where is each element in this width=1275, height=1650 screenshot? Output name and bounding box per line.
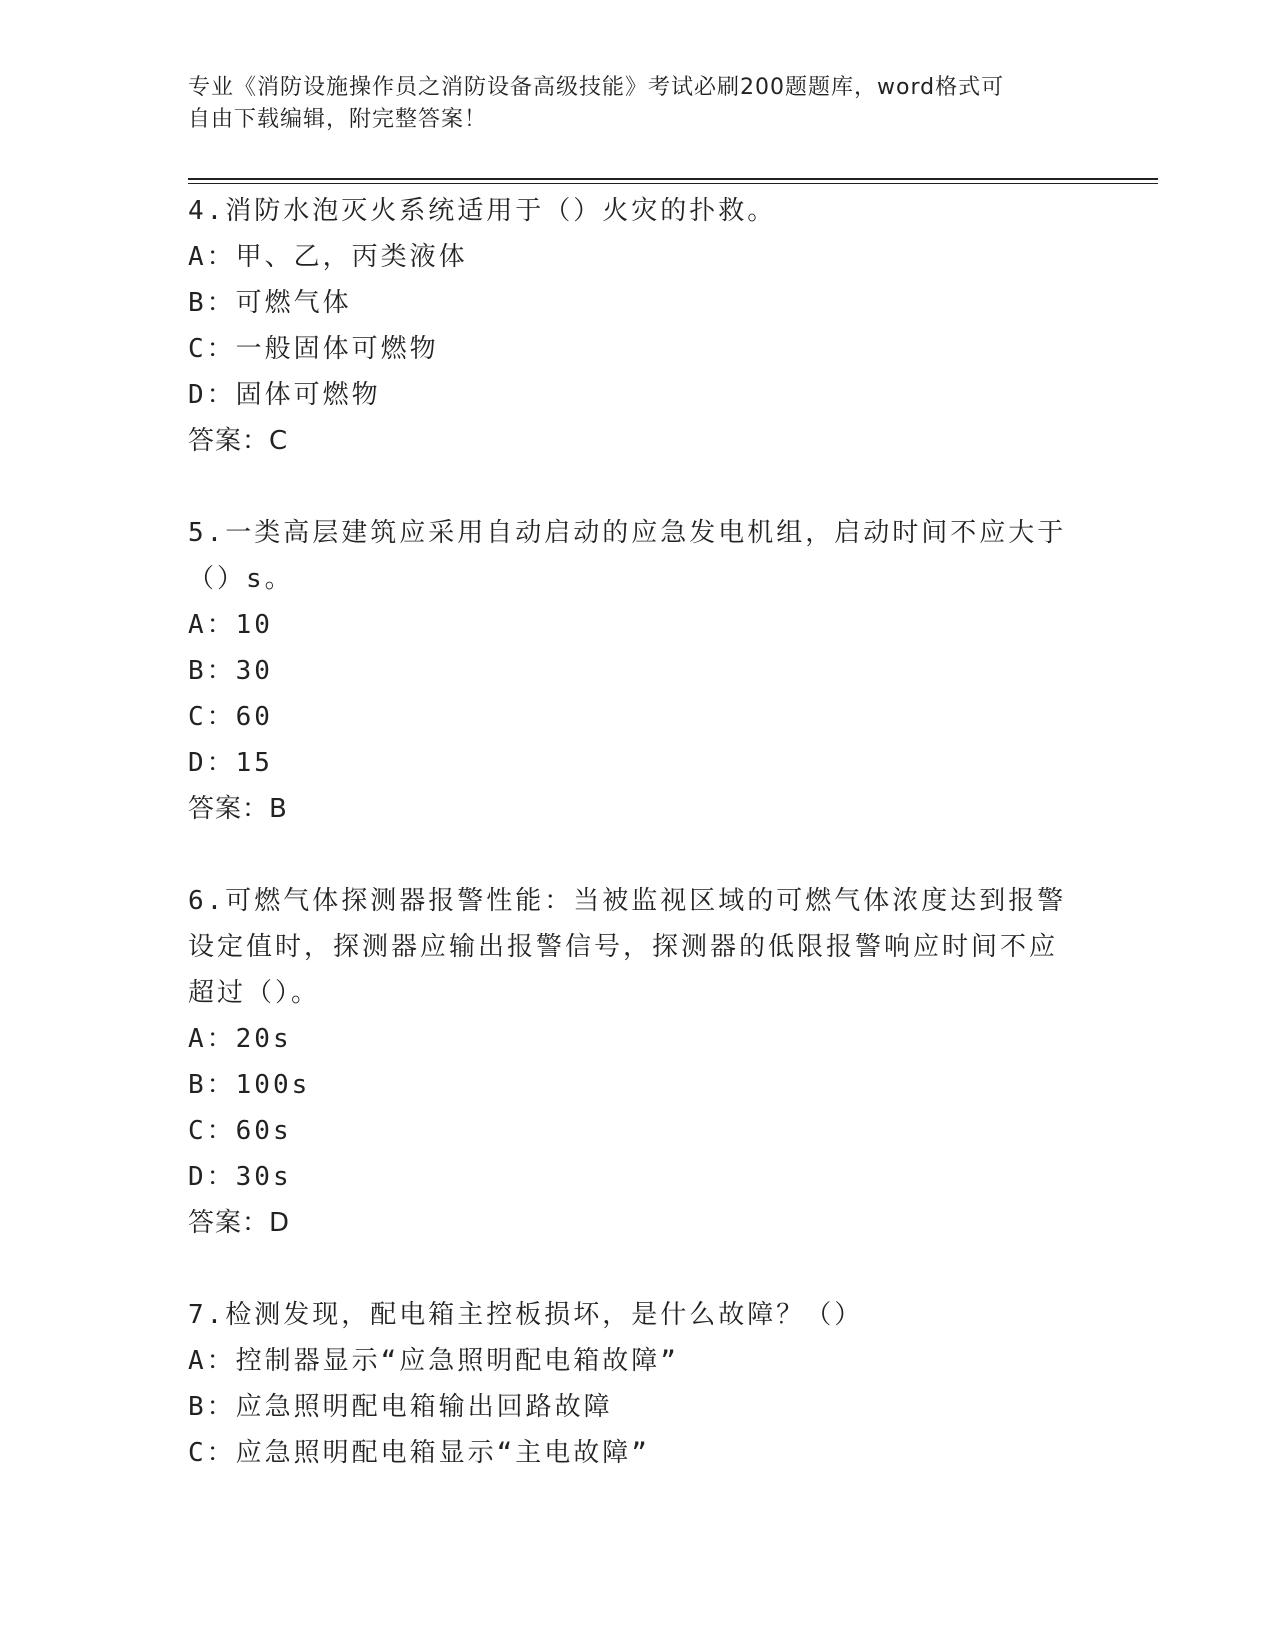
question-list xyxy=(188,188,1068,1522)
question-text: 4.消防水泡灭火系统适用于（）火灾的扑救。 xyxy=(188,196,777,226)
option-d: D：固体可燃物 xyxy=(188,380,381,410)
header-line-1: 专业《消防设施操作员之消防设备高级技能》考试必刷200题题库，word格式可 xyxy=(188,75,1005,100)
document-header xyxy=(188,72,1068,136)
question-5 xyxy=(188,510,1068,832)
option-c: C：应急照明配电箱显示“主电故障” xyxy=(188,1438,650,1468)
option-a: A：控制器显示“应急照明配电箱故障” xyxy=(188,1346,679,1376)
option-b: B：30 xyxy=(188,656,273,686)
option-b: B：可燃气体 xyxy=(188,288,352,318)
option-a: A：甲、乙，丙类液体 xyxy=(188,242,468,272)
question-6 xyxy=(188,878,1068,1246)
option-b: B：100s xyxy=(188,1070,311,1100)
option-d: D：30s xyxy=(188,1162,292,1192)
header-rule-thick xyxy=(188,178,1158,180)
option-a: A：20s xyxy=(188,1024,292,1054)
option-d: D：15 xyxy=(188,748,273,778)
question-7 xyxy=(188,1292,1068,1476)
header-rule-thin xyxy=(188,183,1158,184)
option-c: C：一般固体可燃物 xyxy=(188,334,439,364)
option-a: A：10 xyxy=(188,610,273,640)
question-text: 5.一类高层建筑应采用自动启动的应急发电机组，启动时间不应大于（）s。 xyxy=(188,518,1067,594)
question-text: 6.可燃气体探测器报警性能：当被监视区域的可燃气体浓度达到报警设定值时，探测器应输出报警信号，探测器的低限报警响应时间不应超过（）。 xyxy=(188,886,1067,1008)
header-line-2: 自由下载编辑，附完整答案！ xyxy=(188,107,488,132)
option-c: C：60 xyxy=(188,702,273,732)
answer-label: 答案：D xyxy=(188,1208,291,1238)
answer-label: 答案：C xyxy=(188,426,289,456)
question-text: 7.检测发现，配电箱主控板损坏，是什么故障？（） xyxy=(188,1300,864,1330)
answer-label: 答案：B xyxy=(188,794,288,824)
question-4 xyxy=(188,188,1068,464)
option-c: C：60s xyxy=(188,1116,292,1146)
option-b: B：应急照明配电箱输出回路故障 xyxy=(188,1392,613,1422)
